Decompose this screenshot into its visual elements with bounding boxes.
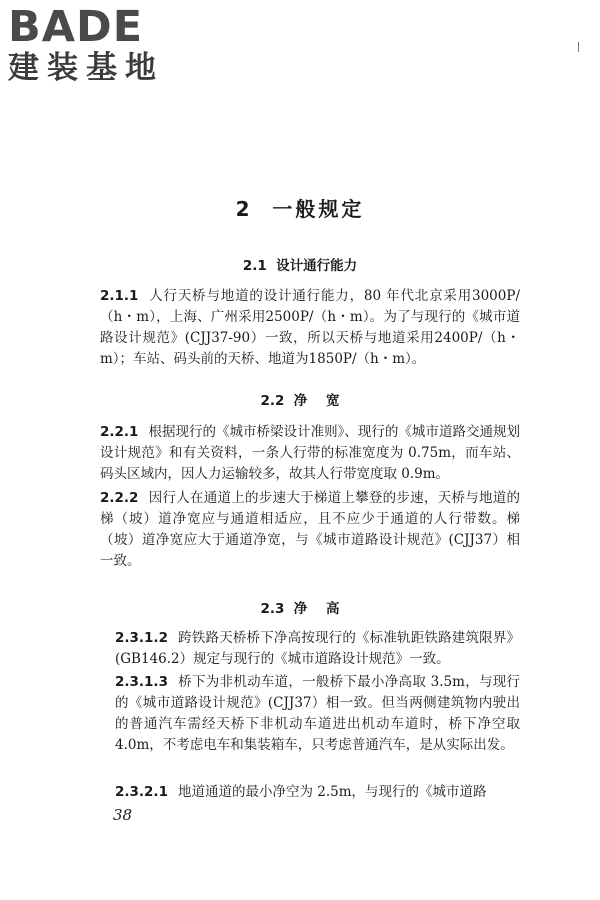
clause-number: 2.3.1.3	[115, 674, 168, 690]
clause-number: 2.3.2.1	[115, 784, 168, 800]
clause-2-3-1-3	[115, 672, 520, 756]
logo-subtitle: 建装基地	[8, 50, 164, 86]
clause-text: 根据现行的《城市桥梁设计准则》、现行的《城市道路交通规划设计规范》和有关资料，一条人行带的标准宽度为 0.75m，而车站、码头区域内，因人力运输较多，故其人行带宽度取 0.9m。	[100, 424, 520, 482]
clause-text: 跨铁路天桥桥下净高按现行的《标准轨距铁路建筑限界》(GB146.2）规定与现行的《城市道路设计规范》一致。	[115, 630, 520, 667]
clause-text: 人行天桥与地道的设计通行能力，80 年代北京采用3000P/（h・m），上海、广州采用2500P/（h・m）。为了与现行的《城市道路设计规范》(CJJ37-90）一致，所以天桥与地道采用2400P/（h・m）；车站、码头前的天桥、地道为1850P/（h・m）。	[100, 288, 520, 367]
page-number: 38	[113, 806, 133, 824]
clause-2-3-1-2	[115, 628, 520, 670]
clause-text: 因行人在通道上的步速大于梯道上攀登的步速，天桥与地道的梯（坡）道净宽应与通道相适应，且不应少于通道的人行带数。梯（坡）道净宽应大于通道净宽，与《城市道路设计规范》(CJJ37）相一致。	[100, 490, 520, 569]
logo-brand: BADE	[8, 2, 144, 52]
edge-mark	[578, 42, 579, 52]
section-title-2-3: 2.3 净 高	[260, 601, 340, 617]
clause-number: 2.2.2	[100, 490, 139, 506]
clause-number: 2.1.1	[100, 288, 139, 304]
clause-text: 地道通道的最小净空为 2.5m，与现行的《城市道路	[177, 784, 487, 800]
brand-logo	[8, 4, 178, 86]
clause-text: 桥下为非机动车道，一般桥下最小净高取 3.5m，与现行的《城市道路设计规范》(CJJ37）相一致。但当两侧建筑物内驶出的普通汽车需经天桥下非机动车道进出机动车道时，桥下净空取 4.0m，不考虑电车和集装箱车，只考虑普通汽车，是从实际出发。	[115, 674, 520, 753]
chapter-title: 2 一般规定	[235, 197, 365, 221]
clause-2-2-2	[100, 488, 520, 572]
clause-2-2-1	[100, 422, 520, 485]
section-title-2-2: 2.2 净 宽	[260, 393, 340, 409]
clause-number: 2.3.1.2	[115, 630, 168, 646]
clause-2-3-2-1	[115, 782, 520, 803]
clause-2-1-1	[100, 286, 520, 370]
clause-number: 2.2.1	[100, 424, 139, 440]
section-title-2-1: 2.1 设计通行能力	[242, 258, 358, 274]
